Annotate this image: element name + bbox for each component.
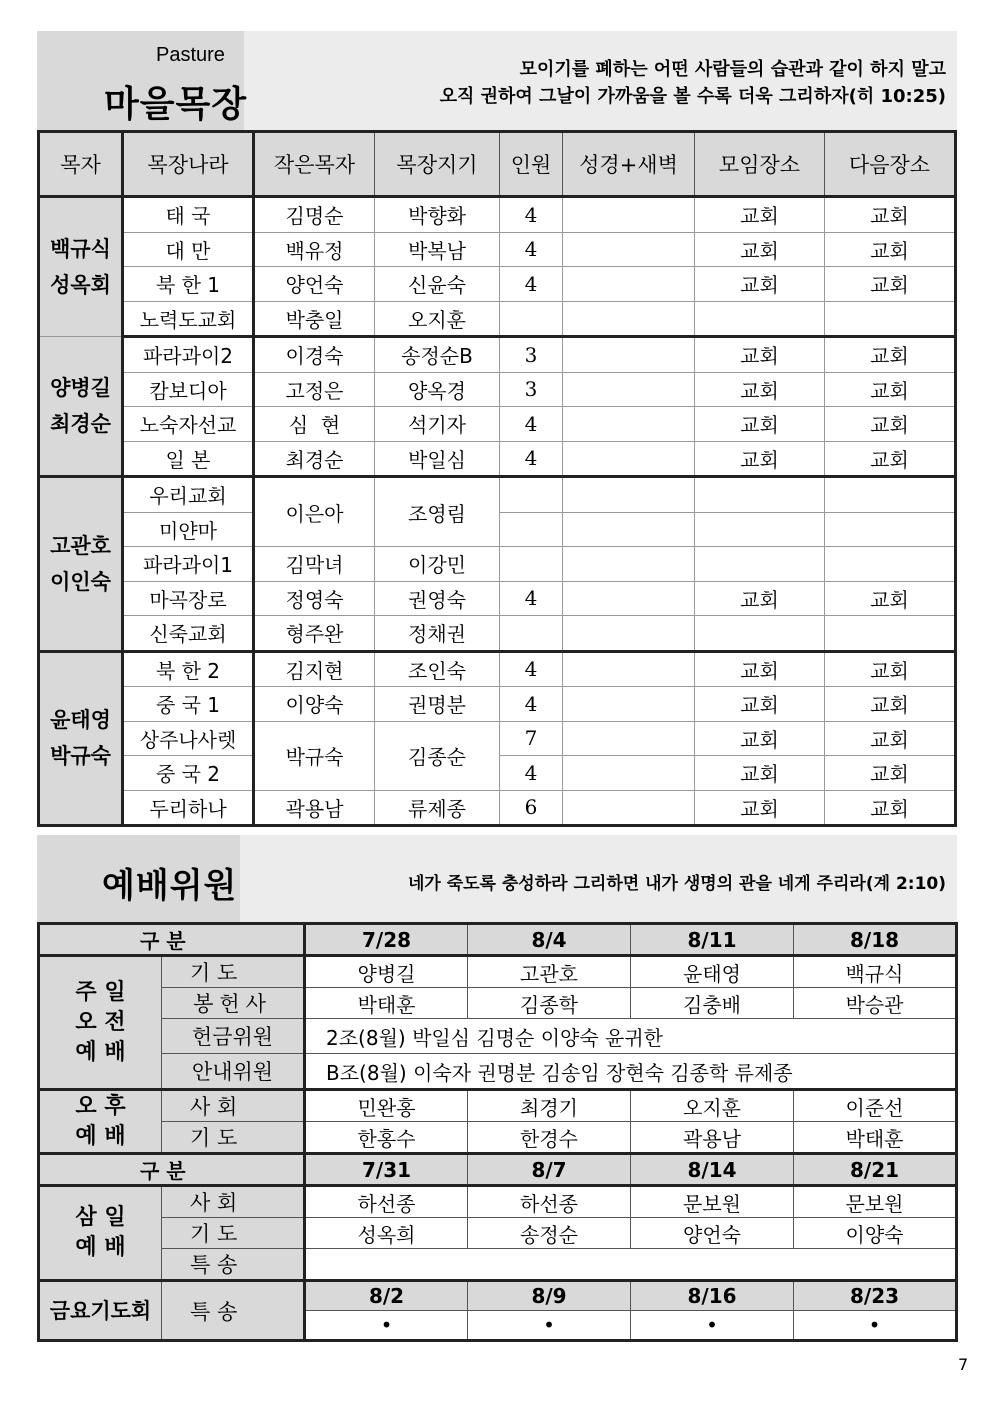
place-cell: 교회 [695, 581, 825, 616]
keeper-cell: 조영림 [375, 477, 500, 547]
nara-cell: 북 한 2 [123, 651, 254, 687]
pasture-title: 마을목장 [104, 84, 248, 125]
col-header-keeper: 목장지기 [375, 132, 500, 197]
place-cell: 교회 [695, 267, 825, 302]
bible-cell [563, 721, 695, 756]
small-shepherd-cell: 박규숙 [254, 721, 375, 790]
pastor-cell: 고관호 이인숙 [39, 477, 123, 652]
sunday-afternoon-label: 오 후 예 배 [39, 1090, 162, 1154]
bible-cell [563, 547, 695, 582]
prayer-cell: 고관호 [468, 956, 631, 988]
next-place-cell: 교회 [825, 372, 956, 407]
nara-cell: 미얀마 [123, 512, 254, 547]
place-cell: 교회 [695, 721, 825, 756]
place-cell: 교회 [695, 372, 825, 407]
small-shepherd-cell: 심 현 [254, 407, 375, 442]
bible-cell [563, 651, 695, 687]
sunday-offering-row [39, 988, 957, 1019]
special-song-cell: • [468, 1311, 631, 1341]
keeper-cell: 류제종 [375, 790, 500, 826]
table-row [39, 372, 956, 407]
small-shepherd-cell: 양언숙 [254, 267, 375, 302]
table-row [39, 790, 956, 826]
place-cell [695, 512, 825, 547]
count-cell: 4 [500, 687, 563, 722]
date-cell: 8/9 [468, 1281, 631, 1311]
pasture-verse-line1: 모이기를 폐하는 어떤 사람들의 습관과 같이 하지 말고 [519, 59, 946, 80]
table-row [39, 232, 956, 267]
special-song-label: 특 송 [162, 1249, 305, 1281]
keeper-cell: 정채권 [375, 616, 500, 652]
date-cell: 7/28 [305, 924, 468, 956]
prayer-cell: 윤태영 [631, 956, 794, 988]
prayer-cell: 백규식 [794, 956, 957, 988]
count-cell: 3 [500, 372, 563, 407]
offering-committee-cell: 2조(8월) 박일심 김명순 이양숙 윤귀한 [305, 1019, 957, 1054]
prayer-cell: 박태훈 [794, 1122, 957, 1154]
table-row [39, 441, 956, 477]
usher-label: 안내위원 [162, 1054, 305, 1090]
table-row [39, 337, 956, 373]
nara-cell: 두리하나 [123, 790, 254, 826]
count-cell: 4 [500, 581, 563, 616]
offering-cell: 박태훈 [305, 988, 468, 1019]
next-place-cell: 교회 [825, 407, 956, 442]
host-cell: 민완홍 [305, 1090, 468, 1122]
bible-cell [563, 756, 695, 791]
bible-cell [563, 790, 695, 826]
usher-row [39, 1054, 957, 1090]
bible-cell [563, 267, 695, 302]
special-song-cell [305, 1249, 957, 1281]
keeper-cell: 조인숙 [375, 651, 500, 687]
date-cell: 8/23 [794, 1281, 957, 1311]
keeper-cell: 박향화 [375, 197, 500, 233]
next-place-cell: 교회 [825, 197, 956, 233]
col-header-place: 모임장소 [695, 132, 825, 197]
keeper-cell: 박복남 [375, 232, 500, 267]
nara-cell: 상주나사렛 [123, 721, 254, 756]
count-cell: 4 [500, 651, 563, 687]
wednesday-special-row [39, 1249, 957, 1281]
sunday-morning-label: 주 일 오 전 예 배 [39, 956, 162, 1090]
small-shepherd-cell: 이경숙 [254, 337, 375, 373]
next-place-cell: 교회 [825, 756, 956, 791]
count-cell [500, 616, 563, 652]
next-place-cell [825, 477, 956, 513]
keeper-cell: 양옥경 [375, 372, 500, 407]
pastor-cell: 윤태영 박규숙 [39, 651, 123, 826]
bible-cell [563, 372, 695, 407]
prayer-cell: 이양숙 [794, 1218, 957, 1249]
prayer-cell: 한경수 [468, 1122, 631, 1154]
special-song-label: 특 송 [162, 1281, 305, 1341]
sunday-prayer-row [39, 956, 957, 988]
count-cell: 3 [500, 337, 563, 373]
nara-cell: 마곡장로 [123, 581, 254, 616]
sunday-date-row [39, 924, 957, 956]
table-row [39, 197, 956, 233]
host-cell: 하선종 [468, 1186, 631, 1218]
place-cell: 교회 [695, 687, 825, 722]
next-place-cell: 교회 [825, 581, 956, 616]
nara-cell: 태 국 [123, 197, 254, 233]
next-place-cell: 교회 [825, 651, 956, 687]
bible-cell [563, 301, 695, 337]
next-place-cell [825, 616, 956, 652]
nara-cell: 노력도교회 [123, 301, 254, 337]
bible-cell [563, 687, 695, 722]
count-cell [500, 301, 563, 337]
next-place-cell: 교회 [825, 267, 956, 302]
pastor-cell: 백규식 성옥회 [39, 197, 123, 337]
col-header-bible: 성경+새벽 [563, 132, 695, 197]
small-shepherd-cell: 이은아 [254, 477, 375, 547]
table-row [39, 477, 956, 513]
prayer-label: 기 도 [162, 956, 305, 988]
next-place-cell: 교회 [825, 441, 956, 477]
place-cell: 교회 [695, 651, 825, 687]
prayer-cell: 양언숙 [631, 1218, 794, 1249]
small-shepherd-cell: 김명순 [254, 197, 375, 233]
offering-label: 봉헌사 [162, 988, 305, 1019]
next-place-cell: 교회 [825, 721, 956, 756]
date-cell: 8/4 [468, 924, 631, 956]
next-place-cell [825, 547, 956, 582]
bible-cell [563, 441, 695, 477]
special-song-cell: • [631, 1311, 794, 1341]
keeper-cell: 이강민 [375, 547, 500, 582]
prayer-label: 기 도 [162, 1122, 305, 1154]
pasture-header-row [39, 132, 956, 197]
place-cell: 교회 [695, 337, 825, 373]
pasture-table [37, 130, 957, 827]
offering-cell: 김종학 [468, 988, 631, 1019]
small-shepherd-cell: 정영숙 [254, 581, 375, 616]
place-cell: 교회 [695, 790, 825, 826]
small-shepherd-cell: 곽용남 [254, 790, 375, 826]
page-number: 7 [958, 1355, 969, 1374]
host-cell: 최경기 [468, 1090, 631, 1122]
place-cell [695, 301, 825, 337]
prayer-cell: 성옥희 [305, 1218, 468, 1249]
host-label: 사 회 [162, 1186, 305, 1218]
table-row [39, 547, 956, 582]
pasture-english-label: Pasture [156, 44, 225, 66]
afternoon-prayer-row [39, 1122, 957, 1154]
keeper-cell: 석기자 [375, 407, 500, 442]
bible-cell [563, 337, 695, 373]
small-shepherd-cell: 김막녀 [254, 547, 375, 582]
wednesday-label: 삼 일 예 배 [39, 1186, 162, 1281]
place-cell: 교회 [695, 441, 825, 477]
prayer-cell: 송정순 [468, 1218, 631, 1249]
bible-cell [563, 407, 695, 442]
wednesday-date-row [39, 1154, 957, 1186]
division-label: 구 분 [39, 924, 305, 956]
worship-title: 예배위원 [102, 866, 238, 906]
keeper-cell: 권영숙 [375, 581, 500, 616]
place-cell: 교회 [695, 197, 825, 233]
pasture-verse-line2: 오직 권하여 그날이 가까움을 볼 수록 더욱 그리하자(히 10:25) [439, 86, 946, 107]
offering-committee-label: 헌금위원 [162, 1019, 305, 1054]
col-header-next-place: 다음장소 [825, 132, 956, 197]
small-shepherd-cell: 김지현 [254, 651, 375, 687]
small-shepherd-cell: 형주완 [254, 616, 375, 652]
usher-cell: B조(8월) 이숙자 권명분 김송임 장현숙 김종학 류제종 [305, 1054, 957, 1090]
nara-cell: 일 본 [123, 441, 254, 477]
table-row [39, 616, 956, 652]
nara-cell: 파라과이2 [123, 337, 254, 373]
special-song-cell: • [794, 1311, 957, 1341]
small-shepherd-cell: 박충일 [254, 301, 375, 337]
table-row [39, 407, 956, 442]
bible-cell [563, 197, 695, 233]
table-row [39, 687, 956, 722]
date-cell: 7/31 [305, 1154, 468, 1186]
offering-committee-row [39, 1019, 957, 1054]
small-shepherd-cell: 최경순 [254, 441, 375, 477]
bible-cell [563, 512, 695, 547]
nara-cell: 중 국 2 [123, 756, 254, 791]
prayer-cell: 양병길 [305, 956, 468, 988]
small-shepherd-cell: 고정은 [254, 372, 375, 407]
small-shepherd-cell: 백유정 [254, 232, 375, 267]
prayer-label: 기 도 [162, 1218, 305, 1249]
count-cell: 4 [500, 267, 563, 302]
nara-cell: 대 만 [123, 232, 254, 267]
next-place-cell: 교회 [825, 687, 956, 722]
offering-cell: 박승관 [794, 988, 957, 1019]
pastor-cell: 양병길 최경순 [39, 337, 123, 477]
offering-cell: 김충배 [631, 988, 794, 1019]
count-cell [500, 547, 563, 582]
table-row [39, 267, 956, 302]
place-cell [695, 616, 825, 652]
wednesday-prayer-row [39, 1218, 957, 1249]
count-cell [500, 512, 563, 547]
small-shepherd-cell: 이양숙 [254, 687, 375, 722]
count-cell: 6 [500, 790, 563, 826]
next-place-cell: 교회 [825, 232, 956, 267]
keeper-cell: 박일심 [375, 441, 500, 477]
date-cell: 8/11 [631, 924, 794, 956]
count-cell: 7 [500, 721, 563, 756]
bible-cell [563, 477, 695, 513]
nara-cell: 북 한 1 [123, 267, 254, 302]
date-cell: 8/21 [794, 1154, 957, 1186]
keeper-cell: 오지훈 [375, 301, 500, 337]
nara-cell: 파라과이1 [123, 547, 254, 582]
keeper-cell: 김종순 [375, 721, 500, 790]
prayer-cell: 한홍수 [305, 1122, 468, 1154]
col-header-nara: 목장나라 [123, 132, 254, 197]
nara-cell: 신죽교회 [123, 616, 254, 652]
place-cell [695, 547, 825, 582]
nara-cell: 중 국 1 [123, 687, 254, 722]
next-place-cell: 교회 [825, 790, 956, 826]
table-row [39, 651, 956, 687]
wednesday-host-row [39, 1186, 957, 1218]
afternoon-host-row [39, 1090, 957, 1122]
bible-cell [563, 616, 695, 652]
place-cell: 교회 [695, 756, 825, 791]
count-cell [500, 477, 563, 513]
friday-date-row [39, 1281, 957, 1311]
table-row [39, 301, 956, 337]
table-row [39, 721, 956, 756]
nara-cell: 캄보디아 [123, 372, 254, 407]
keeper-cell: 송정순B [375, 337, 500, 373]
col-header-pastor: 목자 [39, 132, 123, 197]
count-cell: 4 [500, 197, 563, 233]
worship-table [37, 922, 958, 1342]
col-header-small-shepherd: 작은목자 [254, 132, 375, 197]
nara-cell: 우리교회 [123, 477, 254, 513]
place-cell [695, 477, 825, 513]
prayer-cell: 곽용남 [631, 1122, 794, 1154]
date-cell: 8/16 [631, 1281, 794, 1311]
host-cell: 문보원 [794, 1186, 957, 1218]
host-label: 사 회 [162, 1090, 305, 1122]
keeper-cell: 신윤숙 [375, 267, 500, 302]
col-header-count: 인원 [500, 132, 563, 197]
next-place-cell [825, 512, 956, 547]
host-cell: 오지훈 [631, 1090, 794, 1122]
place-cell: 교회 [695, 407, 825, 442]
next-place-cell: 교회 [825, 337, 956, 373]
count-cell: 4 [500, 756, 563, 791]
date-cell: 8/18 [794, 924, 957, 956]
keeper-cell: 권명분 [375, 687, 500, 722]
division-label: 구 분 [39, 1154, 305, 1186]
nara-cell: 노숙자선교 [123, 407, 254, 442]
host-cell: 이준선 [794, 1090, 957, 1122]
date-cell: 8/7 [468, 1154, 631, 1186]
place-cell: 교회 [695, 232, 825, 267]
count-cell: 4 [500, 441, 563, 477]
bible-cell [563, 232, 695, 267]
host-cell: 하선종 [305, 1186, 468, 1218]
host-cell: 문보원 [631, 1186, 794, 1218]
worship-verse: 네가 죽도록 충성하라 그리하면 내가 생명의 관을 네게 주리라(계 2:10) [407, 874, 946, 894]
date-cell: 8/2 [305, 1281, 468, 1311]
special-song-cell: • [305, 1311, 468, 1341]
count-cell: 4 [500, 407, 563, 442]
next-place-cell [825, 301, 956, 337]
friday-label: 금요기도회 [39, 1281, 162, 1341]
count-cell: 4 [500, 232, 563, 267]
table-row [39, 581, 956, 616]
date-cell: 8/14 [631, 1154, 794, 1186]
bible-cell [563, 581, 695, 616]
